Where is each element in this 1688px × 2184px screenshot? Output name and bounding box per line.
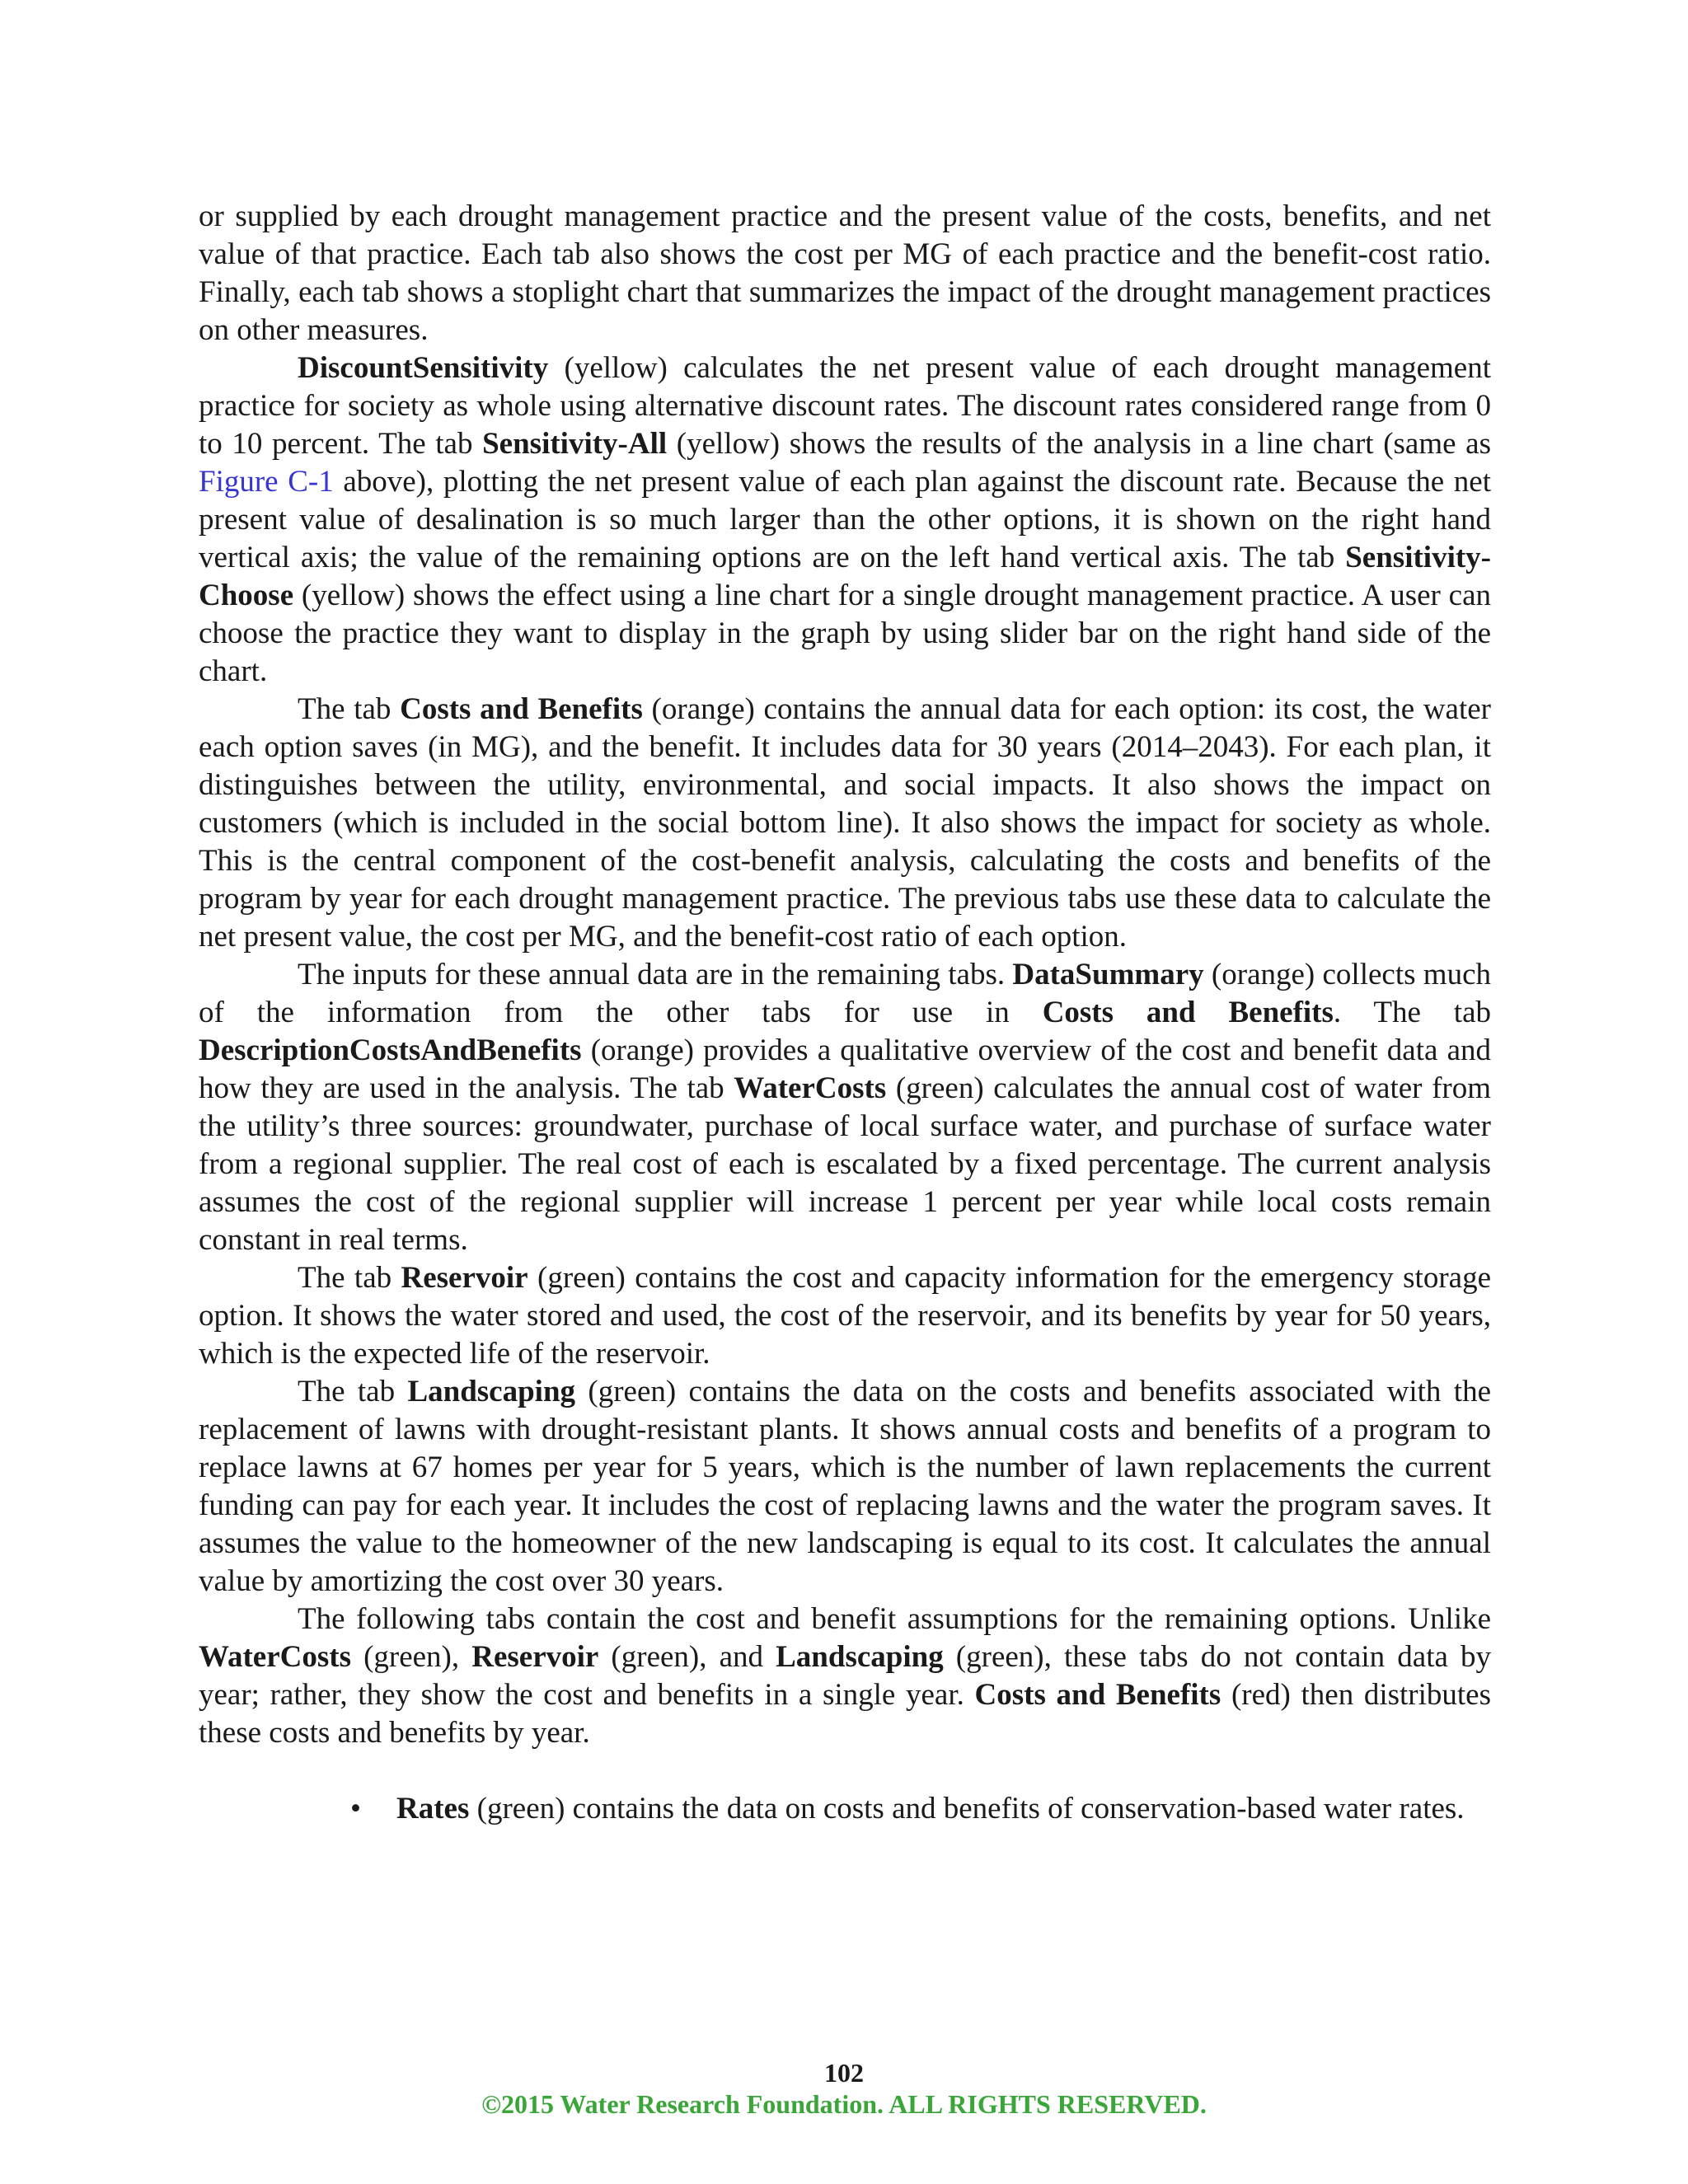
paragraph-text: (orange) provides a qualitative overview of the cost and benefit data and how they are used in the analysis. The tab bbox=[199, 1033, 1491, 1105]
tab-name-costs-and-benefits: Costs and Benefits bbox=[974, 1678, 1221, 1712]
tab-name-description-costs-and-benefits: DescriptionCostsAndBenefits bbox=[199, 1033, 582, 1067]
document-body bbox=[199, 198, 1491, 1828]
paragraph-landscaping bbox=[199, 1373, 1491, 1601]
bullet-item-rates bbox=[350, 1790, 1491, 1828]
paragraph-text: (green), and bbox=[598, 1640, 776, 1674]
paragraph-text: (green) calculates the annual cost of water from the utility’s three sources: groundwater, purchase of local surface water, and purchase of surface water from a regional supplier. The real cost of each is escalated by a fixed percentage. The current analysis assumes the cost of the regional supplier will increase 1 percent per year while local costs remain constant in real terms. bbox=[199, 1071, 1491, 1257]
paragraph-inputs bbox=[199, 956, 1491, 1259]
paragraph-intro-continued bbox=[199, 198, 1491, 349]
paragraph-text: (red) then distributes these costs and benefits by year. bbox=[199, 1678, 1492, 1750]
tab-name-reservoir: Reservoir bbox=[401, 1261, 528, 1295]
bullet-list bbox=[199, 1790, 1491, 1828]
tab-name-costs-and-benefits: Costs and Benefits bbox=[400, 692, 643, 726]
paragraph-discount-sensitivity bbox=[199, 349, 1491, 691]
tab-name-sensitivity-choose: Sensitivity-Choose bbox=[199, 541, 1491, 612]
tab-name-discount-sensitivity: DiscountSensitivity bbox=[298, 351, 549, 385]
tab-name-reservoir: Reservoir bbox=[471, 1640, 599, 1674]
paragraph-text: The tab bbox=[298, 1261, 401, 1295]
paragraph-text: The tab bbox=[298, 1375, 408, 1408]
paragraph-text: The inputs for these annual data are in the remaining tabs. bbox=[298, 958, 1013, 991]
tab-name-sensitivity-all: Sensitivity-All bbox=[482, 427, 668, 461]
copyright-notice: ©2015 Water Research Foundation. ALL RIGHTS RESERVED. bbox=[481, 2089, 1207, 2119]
paragraph-text: (yellow) shows the effect using a line chart for a single drought management practice. A user can choose the practice they want to display in the graph by using slider bar on the right hand side of the chart. bbox=[199, 579, 1491, 688]
paragraph-text: (yellow) shows the results of the analysis in a line chart (same as bbox=[667, 427, 1491, 461]
paragraph-text: (green) contains the cost and capacity information for the emergency storage option. It shows the water stored and used, the cost of the reservoir, and its benefits by year for 50 years, which is the expected life of the reservoir. bbox=[199, 1261, 1491, 1371]
tab-name-water-costs: WaterCosts bbox=[734, 1071, 887, 1105]
tab-name-water-costs: WaterCosts bbox=[199, 1640, 351, 1674]
paragraph-text: or supplied by each drought management practice and the present value of the costs, benefits, and net value of that practice. Each tab also shows the cost per MG of each practice and the benefit-cost ratio. Finally, each tab shows a stoplight chart that summarizes the impact of the drought management practices on other measures. bbox=[199, 199, 1491, 347]
tab-name-landscaping: Landscaping bbox=[776, 1640, 944, 1674]
paragraph-text: The following tabs contain the cost and benefit assumptions for the remaining options. Unlike bbox=[298, 1602, 1491, 1636]
paragraph-costs-and-benefits bbox=[199, 691, 1491, 956]
bullet-icon: • bbox=[350, 1792, 361, 1825]
tab-name-costs-and-benefits: Costs and Benefits bbox=[1042, 996, 1334, 1029]
page-number: 102 bbox=[824, 2058, 864, 2088]
tab-name-rates: Rates bbox=[396, 1792, 470, 1825]
tab-name-data-summary: DataSummary bbox=[1012, 958, 1204, 991]
paragraph-text: (green), bbox=[350, 1640, 472, 1674]
paragraph-text: (green) contains the data on the costs and benefits associated with the replacement of lawns with drought-resistant plants. It shows annual costs and benefits of a program to replace lawns at 67 homes per year for 5 years, which is the number of lawn replacements the current funding can pay for each year. It includes the cost of replacing lawns and the water the program saves. It assumes the value to the homeowner of the new landscaping is equal to its cost. It calculates the annual value by amortizing the cost over 30 years. bbox=[199, 1375, 1491, 1598]
bullet-text: (green) contains the data on costs and benefits of conservation-based water rates. bbox=[469, 1792, 1465, 1825]
paragraph-text: (orange) contains the annual data for each option: its cost, the water each option saves (in MG), and the benefit. It includes data for 30 years (2014–2043). For each plan, it distinguishes between the utility, environmental, and social impacts. It also shows the impact on customers (which is included in the social bottom line). It also shows the impact for society as whole. This is the central component of the cost-benefit analysis, calculating the costs and benefits of the program by year for each drought management practice. The previous tabs use these data to calculate the net present value, the cost per MG, and the benefit-cost ratio of each option. bbox=[199, 692, 1491, 954]
paragraph-reservoir bbox=[199, 1259, 1491, 1373]
paragraph-text: above), plotting the net present value of each plan against the discount rate. Because the net present value of desalination is so much larger than the other options, it is shown on the right hand vertical axis; the value of the remaining options are on the left hand vertical axis. The tab bbox=[199, 465, 1491, 574]
paragraph-following-tabs bbox=[199, 1601, 1491, 1752]
tab-name-landscaping: Landscaping bbox=[407, 1375, 576, 1408]
paragraph-text: The tab bbox=[298, 692, 401, 726]
paragraph-text: . The tab bbox=[1333, 996, 1492, 1029]
paragraph-text: (orange) collects much of the information from the other tabs for use in bbox=[199, 958, 1491, 1029]
paragraph-text: (green), these tabs do not contain data by year; rather, they show the cost and benefits in a single year. bbox=[199, 1640, 1491, 1712]
paragraph-text: (yellow) calculates the net present value of each drought management practice for society as whole using alternative discount rates. The discount rates considered range from 0 to 10 percent. The tab bbox=[199, 351, 1491, 461]
figure-c1-link[interactable]: Figure C-1 bbox=[199, 465, 334, 499]
